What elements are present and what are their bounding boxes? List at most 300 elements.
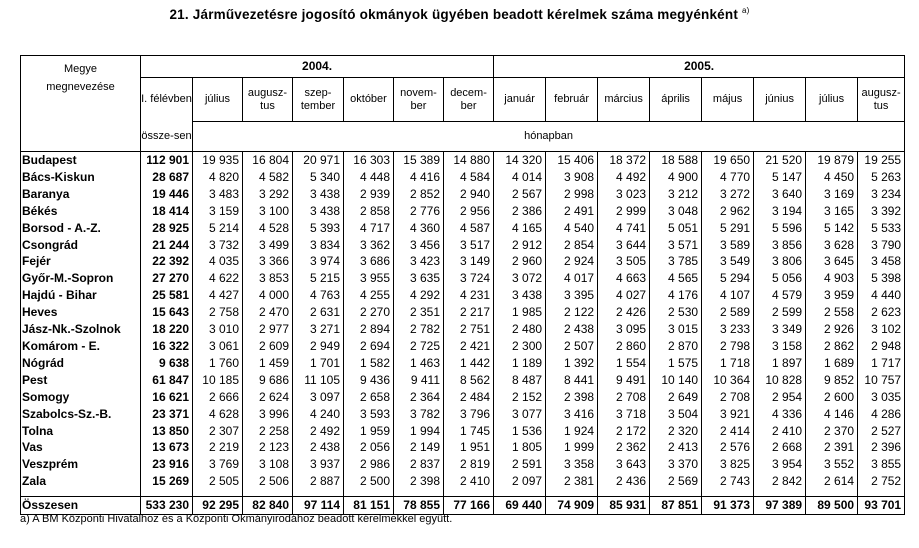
monthly-value: 3 272 bbox=[702, 186, 754, 203]
monthly-value: 4 579 bbox=[754, 287, 806, 304]
monthly-value: 3 856 bbox=[754, 237, 806, 254]
table-row bbox=[21, 456, 905, 473]
monthly-value: 1 463 bbox=[394, 355, 444, 372]
monthly-value: 3 782 bbox=[394, 406, 444, 423]
monthly-value: 3 165 bbox=[806, 203, 858, 220]
monthly-value: 97 389 bbox=[754, 497, 806, 515]
monthly-value: 4 440 bbox=[858, 287, 905, 304]
monthly-value: 2 410 bbox=[444, 473, 494, 490]
county-name: Győr-M.-Sopron bbox=[21, 270, 141, 287]
monthly-value: 3 855 bbox=[858, 456, 905, 473]
monthly-value: 3 796 bbox=[444, 406, 494, 423]
monthly-value: 2 940 bbox=[444, 186, 494, 203]
month-header: április bbox=[650, 78, 702, 122]
monthly-value: 3 169 bbox=[806, 186, 858, 203]
monthly-value: 2 507 bbox=[546, 338, 598, 355]
monthly-value: 3 724 bbox=[444, 270, 494, 287]
monthly-value: 82 840 bbox=[243, 497, 293, 515]
monthly-value: 1 575 bbox=[650, 355, 702, 372]
monthly-value: 1 897 bbox=[754, 355, 806, 372]
month-header: január bbox=[494, 78, 546, 122]
half-year-total: 28 687 bbox=[141, 169, 193, 186]
monthly-value: 3 908 bbox=[546, 169, 598, 186]
monthly-value: 3 416 bbox=[546, 406, 598, 423]
monthly-value: 3 593 bbox=[344, 406, 394, 423]
monthly-value: 3 635 bbox=[394, 270, 444, 287]
monthly-value: 3 292 bbox=[243, 186, 293, 203]
monthly-value: 3 769 bbox=[193, 456, 243, 473]
monthly-value: 3 023 bbox=[598, 186, 650, 203]
monthly-value: 97 114 bbox=[293, 497, 344, 515]
monthly-value: 3 423 bbox=[394, 253, 444, 270]
monthly-value: 1 999 bbox=[546, 439, 598, 456]
monthly-value: 9 411 bbox=[394, 372, 444, 389]
monthly-value: 2 398 bbox=[546, 389, 598, 406]
monthly-value: 21 520 bbox=[754, 152, 806, 169]
half-year-total: 27 270 bbox=[141, 270, 193, 287]
monthly-value: 3 517 bbox=[444, 237, 494, 254]
monthly-value: 2 217 bbox=[444, 304, 494, 321]
monthly-value: 4 360 bbox=[394, 220, 444, 237]
monthly-value: 2 631 bbox=[293, 304, 344, 321]
monthly-value: 1 805 bbox=[494, 439, 546, 456]
table-header bbox=[21, 56, 905, 152]
monthly-value: 2 413 bbox=[650, 439, 702, 456]
monthly-value: 1 554 bbox=[598, 355, 650, 372]
monthly-value: 2 414 bbox=[702, 423, 754, 440]
monthly-value: 2 926 bbox=[806, 321, 858, 338]
monthly-value: 5 214 bbox=[193, 220, 243, 237]
monthly-value: 3 628 bbox=[806, 237, 858, 254]
monthly-value: 9 852 bbox=[806, 372, 858, 389]
monthly-value: 4 231 bbox=[444, 287, 494, 304]
monthly-value: 4 820 bbox=[193, 169, 243, 186]
monthly-value: 93 701 bbox=[858, 497, 905, 515]
monthly-value: 87 851 bbox=[650, 497, 702, 515]
monthly-value: 3 097 bbox=[293, 389, 344, 406]
county-name: Pest bbox=[21, 372, 141, 389]
monthly-value: 2 123 bbox=[243, 439, 293, 456]
monthly-value: 5 291 bbox=[702, 220, 754, 237]
monthly-value: 3 853 bbox=[243, 270, 293, 287]
county-name: Bács-Kiskun bbox=[21, 169, 141, 186]
monthly-value: 2 370 bbox=[806, 423, 858, 440]
monthly-value: 19 935 bbox=[193, 152, 243, 169]
table-row bbox=[21, 203, 905, 220]
monthly-value: 5 142 bbox=[806, 220, 858, 237]
monthly-value: 4 900 bbox=[650, 169, 702, 186]
month-header: szep-tember bbox=[293, 78, 344, 122]
monthly-value: 3 732 bbox=[193, 237, 243, 254]
month-header: május bbox=[702, 78, 754, 122]
month-header: június bbox=[754, 78, 806, 122]
monthly-value: 2 421 bbox=[444, 338, 494, 355]
monthly-value: 2 152 bbox=[494, 389, 546, 406]
monthly-value: 2 609 bbox=[243, 338, 293, 355]
monthly-value: 3 077 bbox=[494, 406, 546, 423]
monthly-value: 3 349 bbox=[754, 321, 806, 338]
monthly-value: 2 948 bbox=[858, 338, 905, 355]
monthly-value: 2 798 bbox=[702, 338, 754, 355]
monthly-value: 8 562 bbox=[444, 372, 494, 389]
month-header: július bbox=[806, 78, 858, 122]
monthly-value: 4 000 bbox=[243, 287, 293, 304]
table-row bbox=[21, 304, 905, 321]
monthly-value: 3 640 bbox=[754, 186, 806, 203]
county-name: Zala bbox=[21, 473, 141, 490]
table-body bbox=[21, 152, 905, 515]
monthly-value: 8 487 bbox=[494, 372, 546, 389]
monthly-value: 19 650 bbox=[702, 152, 754, 169]
monthly-value: 3 061 bbox=[193, 338, 243, 355]
monthly-value: 3 395 bbox=[546, 287, 598, 304]
monthly-value: 2 725 bbox=[394, 338, 444, 355]
monthly-value: 4 146 bbox=[806, 406, 858, 423]
table-title: 21. Járművezetésre jogosító okmányok ügyében beadott kérelmek száma megyénként $^{a)}$ bbox=[169, 6, 750, 22]
monthly-value: 10 185 bbox=[193, 372, 243, 389]
monthly-value: 4 017 bbox=[546, 270, 598, 287]
table-row bbox=[21, 237, 905, 254]
monthly-value: 2 589 bbox=[702, 304, 754, 321]
half-year-total: 18 220 bbox=[141, 321, 193, 338]
monthly-value: 3 015 bbox=[650, 321, 702, 338]
monthly-value: 4 416 bbox=[394, 169, 444, 186]
monthly-value: 2 708 bbox=[598, 389, 650, 406]
monthly-value: 3 954 bbox=[754, 456, 806, 473]
monthly-value: 3 366 bbox=[243, 253, 293, 270]
year-2004-header: 2004. bbox=[141, 56, 494, 78]
monthly-value: 1 745 bbox=[444, 423, 494, 440]
half-year-total: 15 269 bbox=[141, 473, 193, 490]
monthly-value: 4 035 bbox=[193, 253, 243, 270]
monthly-value: 4 492 bbox=[598, 169, 650, 186]
monthly-value: 2 862 bbox=[806, 338, 858, 355]
county-name: Fejér bbox=[21, 253, 141, 270]
monthly-value: 3 921 bbox=[702, 406, 754, 423]
month-header: február bbox=[546, 78, 598, 122]
monthly-value: 2 362 bbox=[598, 439, 650, 456]
monthly-value: 3 233 bbox=[702, 321, 754, 338]
half-year-total: 16 621 bbox=[141, 389, 193, 406]
monthly-value: 2 320 bbox=[650, 423, 702, 440]
monthly-value: 10 757 bbox=[858, 372, 905, 389]
monthly-value: 8 441 bbox=[546, 372, 598, 389]
monthly-value: 19 879 bbox=[806, 152, 858, 169]
monthly-value: 2 258 bbox=[243, 423, 293, 440]
monthly-value: 2 567 bbox=[494, 186, 546, 203]
monthly-value: 11 105 bbox=[293, 372, 344, 389]
half-year-total: 25 581 bbox=[141, 287, 193, 304]
monthly-value: 2 097 bbox=[494, 473, 546, 490]
monthly-value: 9 491 bbox=[598, 372, 650, 389]
monthly-value: 1 985 bbox=[494, 304, 546, 321]
monthly-value: 4 622 bbox=[193, 270, 243, 287]
monthly-value: 4 336 bbox=[754, 406, 806, 423]
monthly-value: 3 499 bbox=[243, 237, 293, 254]
monthly-value: 2 999 bbox=[598, 203, 650, 220]
half-year-total: 28 925 bbox=[141, 220, 193, 237]
table-row bbox=[21, 406, 905, 423]
monthly-value: 77 166 bbox=[444, 497, 494, 515]
monthly-value: 4 587 bbox=[444, 220, 494, 237]
table-row bbox=[21, 152, 905, 169]
monthly-value: 3 504 bbox=[650, 406, 702, 423]
half-year-total: 23 371 bbox=[141, 406, 193, 423]
monthly-value: 2 962 bbox=[702, 203, 754, 220]
monthly-value: 5 263 bbox=[858, 169, 905, 186]
monthly-value: 4 565 bbox=[650, 270, 702, 287]
data-table bbox=[20, 55, 905, 515]
monthly-value: 2 492 bbox=[293, 423, 344, 440]
monthly-value: 89 500 bbox=[806, 497, 858, 515]
monthly-value: 2 658 bbox=[344, 389, 394, 406]
monthly-value: 3 643 bbox=[598, 456, 650, 473]
monthly-value: 2 576 bbox=[702, 439, 754, 456]
monthly-value: 85 931 bbox=[598, 497, 650, 515]
monthly-value: 3 996 bbox=[243, 406, 293, 423]
monthly-value: 5 596 bbox=[754, 220, 806, 237]
monthly-value: 2 977 bbox=[243, 321, 293, 338]
monthly-value: 1 689 bbox=[806, 355, 858, 372]
monthly-value: 3 102 bbox=[858, 321, 905, 338]
monthly-value: 3 438 bbox=[293, 203, 344, 220]
table-row bbox=[21, 372, 905, 389]
monthly-value: 4 014 bbox=[494, 169, 546, 186]
monthly-value: 2 410 bbox=[754, 423, 806, 440]
monthly-value: 81 151 bbox=[344, 497, 394, 515]
half-year-total: 18 414 bbox=[141, 203, 193, 220]
monthly-value: 2 505 bbox=[193, 473, 243, 490]
table-row bbox=[21, 497, 905, 515]
monthly-value: 2 614 bbox=[806, 473, 858, 490]
monthly-value: 1 924 bbox=[546, 423, 598, 440]
monthly-value: 14 880 bbox=[444, 152, 494, 169]
monthly-value: 3 271 bbox=[293, 321, 344, 338]
monthly-value: 15 406 bbox=[546, 152, 598, 169]
county-name: Nógrád bbox=[21, 355, 141, 372]
table-row bbox=[21, 287, 905, 304]
monthly-value: 4 450 bbox=[806, 169, 858, 186]
monthly-value: 3 212 bbox=[650, 186, 702, 203]
county-name: Budapest bbox=[21, 152, 141, 169]
monthly-value: 19 255 bbox=[858, 152, 905, 169]
half-year-total: 21 244 bbox=[141, 237, 193, 254]
monthly-value: 92 295 bbox=[193, 497, 243, 515]
total-subheader: össze-sen bbox=[141, 122, 193, 152]
monthly-value: 1 994 bbox=[394, 423, 444, 440]
monthly-value: 2 743 bbox=[702, 473, 754, 490]
monthly-value: 2 436 bbox=[598, 473, 650, 490]
county-name: Jász-Nk.-Szolnok bbox=[21, 321, 141, 338]
table-row bbox=[21, 389, 905, 406]
monthly-value: 2 438 bbox=[293, 439, 344, 456]
county-name: Heves bbox=[21, 304, 141, 321]
monthly-value: 3 644 bbox=[598, 237, 650, 254]
county-name: Békés bbox=[21, 203, 141, 220]
monthly-value: 3 686 bbox=[344, 253, 394, 270]
monthly-value: 2 887 bbox=[293, 473, 344, 490]
monthly-value: 1 701 bbox=[293, 355, 344, 372]
title-footnote-mark: a) bbox=[742, 6, 750, 15]
monthly-value: 2 956 bbox=[444, 203, 494, 220]
monthly-value: 2 986 bbox=[344, 456, 394, 473]
monthly-value: 2 998 bbox=[546, 186, 598, 203]
monthly-value: 2 381 bbox=[546, 473, 598, 490]
monthly-value: 4 176 bbox=[650, 287, 702, 304]
county-name: Veszprém bbox=[21, 456, 141, 473]
monthly-value: 3 483 bbox=[193, 186, 243, 203]
half-year-total: 533 230 bbox=[141, 497, 193, 515]
monthly-value: 3 571 bbox=[650, 237, 702, 254]
monthly-value: 2 858 bbox=[344, 203, 394, 220]
month-header: decem-ber bbox=[444, 78, 494, 122]
monthly-value: 3 010 bbox=[193, 321, 243, 338]
county-name: Tolna bbox=[21, 423, 141, 440]
table-row bbox=[21, 355, 905, 372]
monthly-value: 2 758 bbox=[193, 304, 243, 321]
monthly-value: 2 852 bbox=[394, 186, 444, 203]
monthly-value: 3 456 bbox=[394, 237, 444, 254]
monthly-value: 3 589 bbox=[702, 237, 754, 254]
monthly-value: 5 398 bbox=[858, 270, 905, 287]
county-name: Összesen bbox=[21, 497, 141, 515]
monthly-value: 2 391 bbox=[806, 439, 858, 456]
county-name: Somogy bbox=[21, 389, 141, 406]
monthly-value: 2 751 bbox=[444, 321, 494, 338]
monthly-value: 2 924 bbox=[546, 253, 598, 270]
monthly-value: 4 663 bbox=[598, 270, 650, 287]
county-name: Komárom - E. bbox=[21, 338, 141, 355]
monthly-value: 3 974 bbox=[293, 253, 344, 270]
monthly-value: 2 623 bbox=[858, 304, 905, 321]
monthly-value: 4 165 bbox=[494, 220, 546, 237]
monthly-value: 2 960 bbox=[494, 253, 546, 270]
monthly-value: 1 459 bbox=[243, 355, 293, 372]
monthly-value: 2 484 bbox=[444, 389, 494, 406]
monthly-value: 3 959 bbox=[806, 287, 858, 304]
monthly-value: 2 470 bbox=[243, 304, 293, 321]
monthly-value: 10 828 bbox=[754, 372, 806, 389]
monthly-value: 91 373 bbox=[702, 497, 754, 515]
monthly-value: 18 588 bbox=[650, 152, 702, 169]
table-row bbox=[21, 423, 905, 440]
monthly-value: 4 717 bbox=[344, 220, 394, 237]
monthly-value: 5 051 bbox=[650, 220, 702, 237]
monthly-value: 1 717 bbox=[858, 355, 905, 372]
monthly-value: 4 770 bbox=[702, 169, 754, 186]
month-header: október bbox=[344, 78, 394, 122]
monthly-value: 5 393 bbox=[293, 220, 344, 237]
monthly-value: 2 386 bbox=[494, 203, 546, 220]
monthly-value: 20 971 bbox=[293, 152, 344, 169]
monthly-value: 2 649 bbox=[650, 389, 702, 406]
monthly-value: 10 364 bbox=[702, 372, 754, 389]
monthly-value: 4 107 bbox=[702, 287, 754, 304]
monthly-value: 3 158 bbox=[754, 338, 806, 355]
half-year-total: 19 446 bbox=[141, 186, 193, 203]
monthly-value: 1 392 bbox=[546, 355, 598, 372]
monthly-value: 2 351 bbox=[394, 304, 444, 321]
monthly-value: 3 825 bbox=[702, 456, 754, 473]
half-year-total: 61 847 bbox=[141, 372, 193, 389]
monthly-value: 2 122 bbox=[546, 304, 598, 321]
monthly-value: 2 599 bbox=[754, 304, 806, 321]
monthly-value: 2 954 bbox=[754, 389, 806, 406]
footnote: a) A BM Központi Hivatalhoz és a Központi Okmányirodához beadott kérelmekkel együtt. bbox=[20, 513, 453, 525]
monthly-value: 14 320 bbox=[494, 152, 546, 169]
monthly-value: 5 147 bbox=[754, 169, 806, 186]
monthly-value: 4 584 bbox=[444, 169, 494, 186]
monthly-value: 2 752 bbox=[858, 473, 905, 490]
monthly-value: 2 307 bbox=[193, 423, 243, 440]
monthly-value: 3 785 bbox=[650, 253, 702, 270]
monthly-value: 3 834 bbox=[293, 237, 344, 254]
monthly-value: 3 790 bbox=[858, 237, 905, 254]
monthly-value: 2 270 bbox=[344, 304, 394, 321]
monthly-value: 2 776 bbox=[394, 203, 444, 220]
monthly-value: 9 686 bbox=[243, 372, 293, 389]
monthly-value: 2 860 bbox=[598, 338, 650, 355]
monthly-value: 5 215 bbox=[293, 270, 344, 287]
monthly-value: 16 804 bbox=[243, 152, 293, 169]
county-name: Baranya bbox=[21, 186, 141, 203]
monthly-value: 2 426 bbox=[598, 304, 650, 321]
monthly-value: 3 505 bbox=[598, 253, 650, 270]
table-row bbox=[21, 169, 905, 186]
county-name: Szabolcs-Sz.-B. bbox=[21, 406, 141, 423]
monthly-value: 1 582 bbox=[344, 355, 394, 372]
monthly-value: 2 219 bbox=[193, 439, 243, 456]
monthly-value: 4 286 bbox=[858, 406, 905, 423]
monthly-value: 3 095 bbox=[598, 321, 650, 338]
table-row bbox=[21, 220, 905, 237]
monthly-value: 4 582 bbox=[243, 169, 293, 186]
half-year-total: 15 643 bbox=[141, 304, 193, 321]
half-year-total: 9 638 bbox=[141, 355, 193, 372]
monthly-value: 3 955 bbox=[344, 270, 394, 287]
monthly-value: 4 027 bbox=[598, 287, 650, 304]
monthly-value: 2 668 bbox=[754, 439, 806, 456]
half-year-total: 23 916 bbox=[141, 456, 193, 473]
monthly-value: 3 438 bbox=[293, 186, 344, 203]
table-row bbox=[21, 253, 905, 270]
half-year-total: 13 850 bbox=[141, 423, 193, 440]
year-2005-header: 2005. bbox=[494, 56, 905, 78]
monthly-value: 1 189 bbox=[494, 355, 546, 372]
table-row bbox=[21, 186, 905, 203]
monthly-value: 3 645 bbox=[806, 253, 858, 270]
monthly-value: 2 364 bbox=[394, 389, 444, 406]
county-name: Vas bbox=[21, 439, 141, 456]
monthly-value: 3 370 bbox=[650, 456, 702, 473]
county-header: Megye megnevezése bbox=[21, 56, 141, 152]
monthly-value: 3 358 bbox=[546, 456, 598, 473]
monthly-value: 1 718 bbox=[702, 355, 754, 372]
monthly-value: 1 951 bbox=[444, 439, 494, 456]
monthly-value: 9 436 bbox=[344, 372, 394, 389]
monthly-value: 1 536 bbox=[494, 423, 546, 440]
monthly-value: 2 172 bbox=[598, 423, 650, 440]
table-row bbox=[21, 338, 905, 355]
monthly-value: 2 666 bbox=[193, 389, 243, 406]
monthly-value: 2 396 bbox=[858, 439, 905, 456]
table-row bbox=[21, 270, 905, 287]
half-year-total: 16 322 bbox=[141, 338, 193, 355]
monthly-value: 2 819 bbox=[444, 456, 494, 473]
table-row bbox=[21, 439, 905, 456]
monthly-value: 3 549 bbox=[702, 253, 754, 270]
month-header: augusz-tus bbox=[858, 78, 905, 122]
